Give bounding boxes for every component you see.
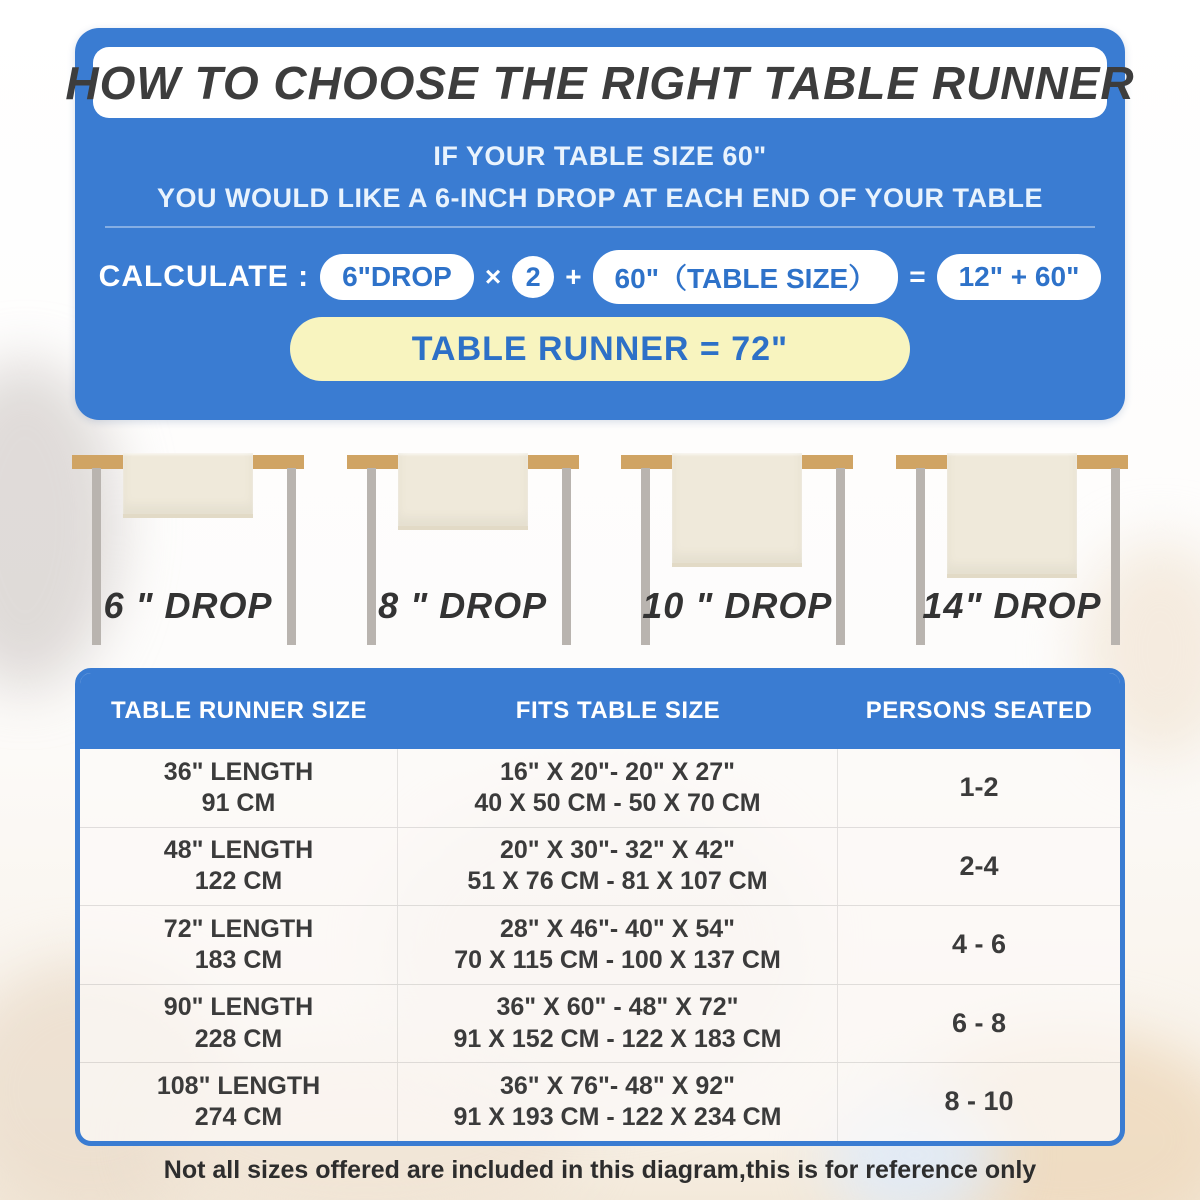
factor-circle: 2: [512, 256, 554, 298]
hero-divider: [105, 226, 1095, 228]
cell-runner-size: 72" LENGTH 183 CM: [80, 906, 398, 984]
calculation-row: [75, 252, 1125, 302]
cell-persons-seated: 6 - 8: [951, 1007, 1007, 1038]
table-runner-swatch: [672, 453, 802, 567]
cell-runner-size: 108" LENGTH 274 CM: [80, 1063, 398, 1141]
drop-figure: [896, 445, 1128, 650]
page-title: HOW TO CHOOSE THE RIGHT TABLE RUNNER: [65, 56, 1135, 109]
equals-sign: =: [909, 261, 926, 292]
header-runner-size: TABLE RUNNER SIZE: [110, 697, 368, 724]
drop-figure: [621, 445, 853, 650]
table-row: [80, 749, 1120, 828]
size-table-header: [80, 673, 1120, 749]
table-row: [80, 828, 1120, 907]
sum-pill: 12" + 60": [937, 254, 1102, 300]
subtitle-line-2: YOU WOULD LIKE A 6-INCH DROP AT EACH END OF YOUR TABLE: [156, 183, 1044, 213]
table-row: [80, 985, 1120, 1064]
cell-fits-table-size: 20" X 30"- 32" X 42" 51 X 76 CM - 81 X 107 CM: [398, 828, 838, 906]
result-pill: [290, 317, 910, 381]
table-row: [80, 1063, 1120, 1141]
drop-figure: [72, 445, 304, 650]
title-box: [65, 47, 1135, 118]
cell-persons-seated: 1-2: [959, 771, 999, 802]
cell-runner-size: 48" LENGTH 122 CM: [80, 828, 398, 906]
drop-label: 6 " DROP: [103, 585, 273, 626]
cell-persons-seated: 4 - 6: [951, 929, 1007, 960]
table-runner-swatch: [947, 453, 1077, 578]
drop-value-pill: 6"DROP: [320, 254, 474, 300]
cell-fits-table-size: 16" X 20"- 20" X 27" 40 X 50 CM - 50 X 70 CM: [398, 749, 838, 827]
footnote: Not all sizes offered are included in this diagram,this is for reference only: [163, 1156, 1037, 1184]
table-runner-swatch: [398, 453, 528, 530]
table-size-pill: 60"（TABLE SIZE）: [593, 250, 899, 304]
cell-fits-table-size: 36" X 60" - 48" X 72" 91 X 152 CM - 122 X 183 CM: [398, 985, 838, 1063]
result-label: TABLE RUNNER = 72": [411, 329, 789, 368]
cell-fits-table-size: 36" X 76"- 48" X 92" 91 X 193 CM - 122 X 234 CM: [398, 1063, 838, 1141]
drop-label: 8 " DROP: [378, 585, 548, 626]
cell-persons-seated: 8 - 10: [944, 1086, 1014, 1117]
size-table-body: [80, 749, 1120, 1141]
drop-figure: [347, 445, 579, 650]
header-persons-seated: PERSONS SEATED: [865, 697, 1093, 724]
drop-figures: [72, 445, 1128, 650]
cell-runner-size: 90" LENGTH 228 CM: [80, 985, 398, 1063]
hero-panel: [65, 28, 1135, 420]
subtitle-line-1: IF YOUR TABLE SIZE 60": [433, 141, 767, 171]
size-table: [75, 668, 1125, 1146]
calculate-label: CALCULATE :: [98, 260, 310, 293]
drop-label: 14" DROP: [922, 585, 1102, 626]
cell-fits-table-size: 28" X 46"- 40" X 54" 70 X 115 CM - 100 X 137 CM: [398, 906, 838, 984]
cell-runner-size: 36" LENGTH 91 CM: [80, 749, 398, 827]
plus-sign: +: [565, 261, 582, 292]
multiply-sign: ×: [484, 261, 502, 292]
table-row: [80, 906, 1120, 985]
table-runner-swatch: [123, 453, 253, 518]
drop-label: 10 " DROP: [642, 585, 833, 626]
header-fits-table-size: FITS TABLE SIZE: [515, 697, 721, 724]
cell-persons-seated: 2-4: [959, 850, 999, 881]
